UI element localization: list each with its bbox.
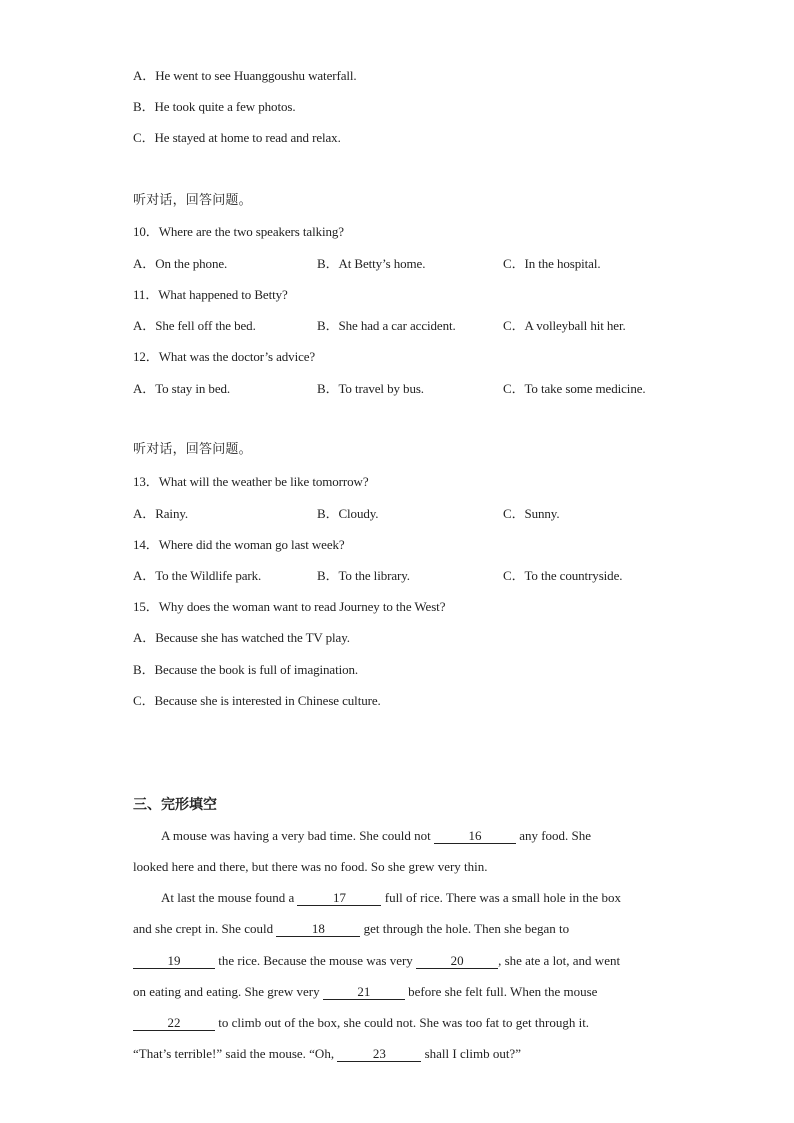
cloze-text: the rice. Because the mouse was very (215, 953, 417, 968)
blank-18: 18 (276, 922, 360, 937)
blank-22: 22 (133, 1016, 215, 1031)
listening-instruction: 听对话，回答问题。 (133, 442, 252, 457)
section-title: 三、完形填空 (133, 797, 217, 813)
listening-instruction: 听对话，回答问题。 (133, 193, 252, 208)
cloze-text: , she ate a lot, and went (498, 953, 621, 968)
option-b: B．Because the book is full of imagination. (133, 662, 359, 677)
option-c: C．In the hospital. (503, 256, 601, 271)
cloze-line (133, 1046, 521, 1062)
cloze-line (133, 921, 569, 937)
q9-option-c: C．He stayed at home to read and relax. (133, 130, 341, 145)
option-a: A．On the phone. (133, 256, 228, 271)
cloze-text: to climb out of the box, she could not. She was too fat to get through it. (215, 1015, 590, 1030)
option-b: B．Cloudy. (317, 506, 379, 521)
option-a: A．She fell off the bed. (133, 318, 256, 333)
cloze-text: on eating and eating. She grew very (133, 984, 323, 999)
q9-option-a: A．He went to see Huanggoushu waterfall. (133, 68, 357, 83)
cloze-text: A mouse was having a very bad time. She could not (161, 828, 434, 843)
cloze-text: and she crept in. She could (133, 921, 277, 936)
option-c: C．A volleyball hit her. (503, 318, 626, 333)
blank-19: 19 (133, 954, 215, 969)
option-a: A．Rainy. (133, 506, 189, 521)
cloze-line: looked here and there, but there was no food. So she grew very thin. (133, 859, 488, 874)
option-c: C．To take some medicine. (503, 381, 646, 396)
cloze-line (133, 984, 597, 1000)
option-c: C．To the countryside. (503, 568, 623, 583)
question-stem: 12．What was the doctor’s advice? (133, 349, 316, 364)
cloze-line (133, 1015, 589, 1031)
blank-23: 23 (337, 1047, 421, 1062)
blank-20: 20 (416, 954, 498, 969)
cloze-text: before she felt full. When the mouse (404, 984, 598, 999)
option-c: C．Sunny. (503, 506, 560, 521)
cloze-text: full of rice. There was a small hole in the box (381, 890, 621, 905)
option-a: A．To the Wildlife park. (133, 568, 262, 583)
blank-21: 21 (323, 985, 405, 1000)
blank-16: 16 (434, 829, 516, 844)
cloze-text: get through the hole. Then she began to (360, 921, 570, 936)
question-stem: 10．Where are the two speakers talking? (133, 224, 344, 239)
option-b: B．She had a car accident. (317, 318, 456, 333)
question-stem: 13．What will the weather be like tomorrow? (133, 474, 369, 489)
cloze-line (161, 828, 591, 844)
cloze-text: shall I climb out?” (421, 1046, 521, 1061)
option-a: A．To stay in bed. (133, 381, 231, 396)
question-stem: 14．Where did the woman go last week? (133, 537, 345, 552)
question-stem: 11．What happened to Betty? (133, 287, 288, 302)
option-c: C．Because she is interested in Chinese culture. (133, 693, 381, 708)
blank-17: 17 (297, 891, 381, 906)
cloze-text: any food. She (515, 828, 592, 843)
option-b: B．To the library. (317, 568, 410, 583)
question-stem: 15．Why does the woman want to read Journey to the West? (133, 599, 446, 614)
cloze-text: At last the mouse found a (161, 890, 298, 905)
option-b: B．To travel by bus. (317, 381, 424, 396)
cloze-line (133, 953, 620, 969)
option-b: B．At Betty’s home. (317, 256, 426, 271)
option-a: A．Because she has watched the TV play. (133, 630, 350, 645)
cloze-text: “That’s terrible!” said the mouse. “Oh, (133, 1046, 338, 1061)
cloze-line (161, 890, 621, 906)
q9-option-b: B．He took quite a few photos. (133, 99, 296, 114)
